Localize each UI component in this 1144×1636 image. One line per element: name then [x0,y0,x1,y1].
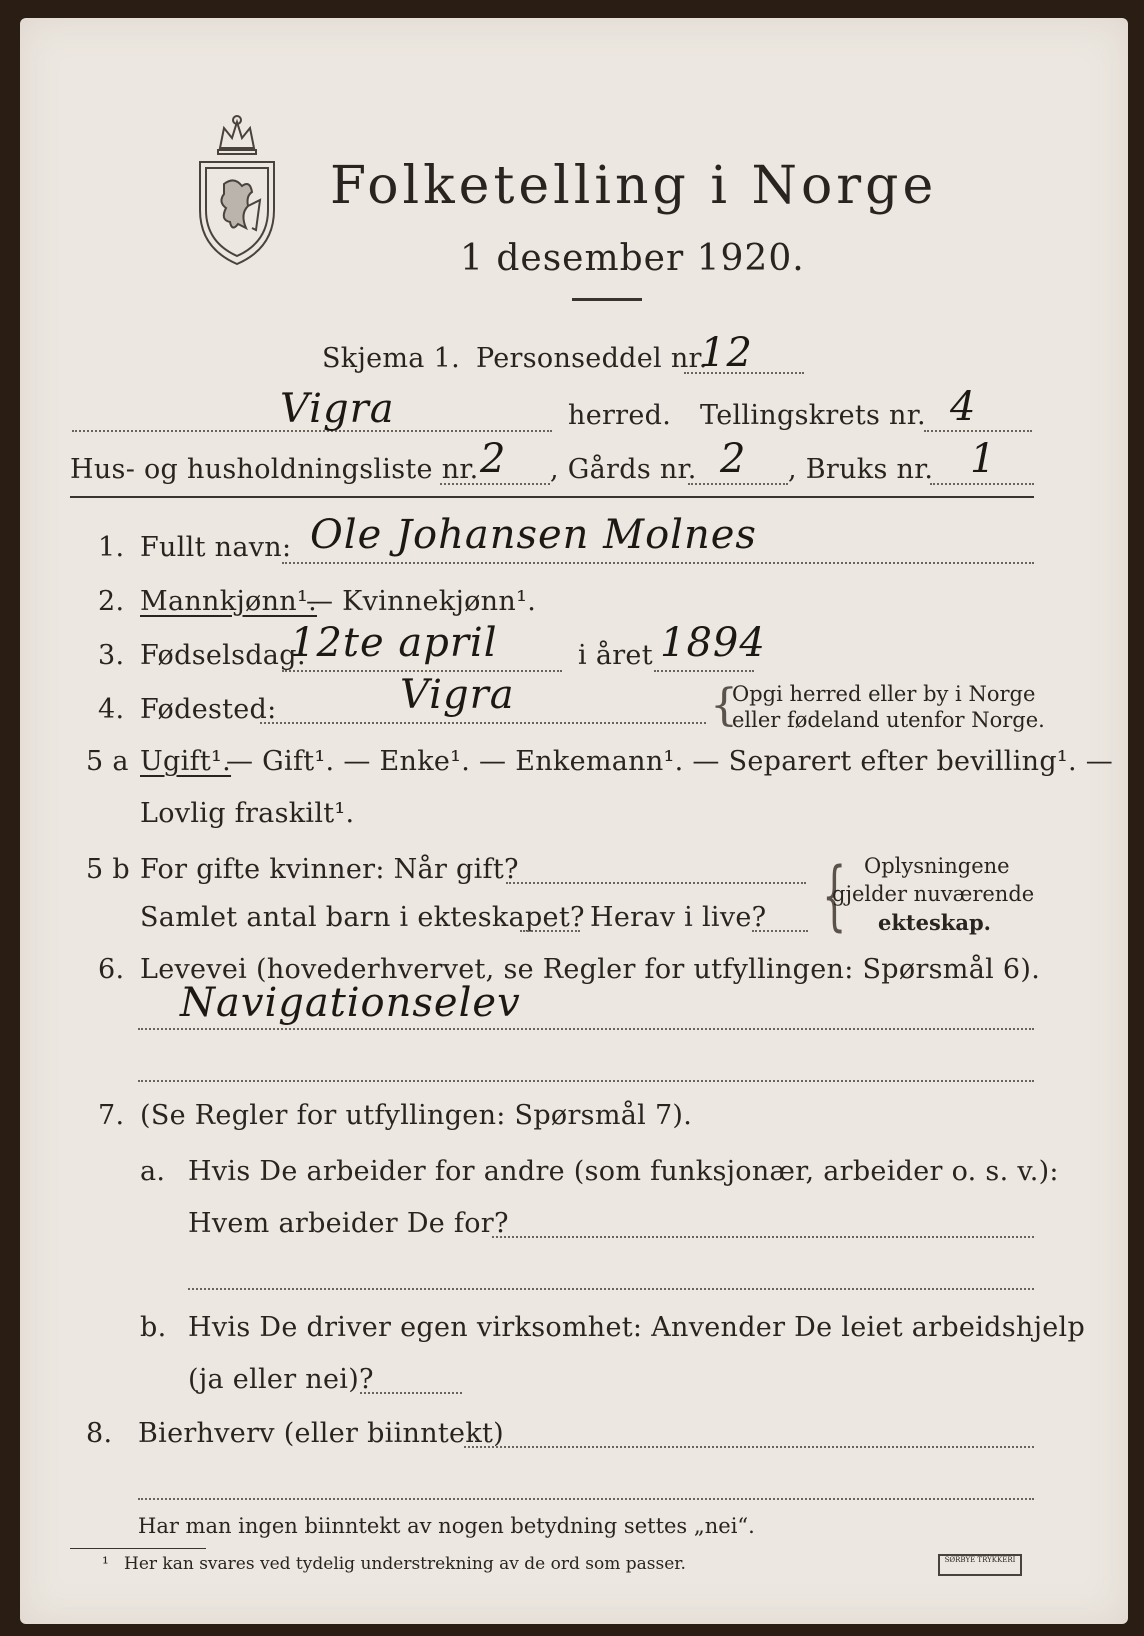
q5b-children-line [520,930,580,932]
q1-line [282,562,1034,564]
q5b-note-1: Oplysningene [864,854,1010,878]
bruks-line [930,483,1034,485]
printer-stamp [938,1554,1022,1576]
q5a-number: 5 a [86,746,129,777]
q7a-question: Hvem arbeider De for? [188,1208,509,1239]
q5b-when-married-label: For gifte kvinner: Når gift? [140,854,519,885]
status-fraskilt-option[interactable]: Lovlig fraskilt¹. [140,798,355,829]
q4-number: 4. [98,694,125,725]
gender-female-option[interactable]: — Kvinnekjønn¹. [306,586,537,617]
herred-value[interactable]: Vigra [280,386,395,432]
q7b-text: Hvis De driver egen virksomhet: Anvender De leiet arbeidshjelp [188,1312,1086,1343]
status-other-options[interactable]: — Gift¹. — Enke¹. — Enkemann¹. — Separert efter bevilling¹. — [226,746,1114,777]
footer-note: Har man ingen biinntekt av nogen betydning settes „nei“. [138,1514,755,1538]
gender-male-option[interactable]: Mannkjønn¹. [140,586,317,617]
gards-value[interactable]: 2 [720,436,747,482]
printer-stamp-text: SØRBYE TRYKKERI [944,1556,1016,1564]
q2-number: 2. [98,586,125,617]
tellingskrets-label: Tellingskrets nr. [700,400,926,431]
header-rule [70,496,1034,498]
q6-line-1 [138,1028,1034,1030]
skjema-label: Skjema 1. [322,343,460,374]
bruks-value[interactable]: 1 [970,436,997,482]
q4-note-2: eller fødeland utenfor Norge. [732,708,1045,732]
gards-label: , Gårds nr. [550,454,697,485]
birth-year-value[interactable]: 1894 [660,620,766,666]
q4-line [260,722,706,724]
census-form [20,18,1128,1624]
q8-number: 8. [86,1418,113,1449]
q7a-text: Hvis De arbeider for andre (som funksjonær, arbeider o. s. v.): [188,1156,1059,1187]
q5b-brace: { [822,850,847,939]
personseddel-value[interactable]: 12 [700,330,753,376]
occupation-value[interactable]: Navigationselev [180,980,521,1026]
q5b-note-3: ekteskap. [878,910,991,935]
q5b-when-line [506,882,806,884]
q1-label: Fullt navn: [140,532,292,563]
tellingskrets-line [924,430,1032,432]
q6-line-2 [138,1080,1034,1082]
q7b-letter: b. [140,1312,167,1343]
q7a-letter: a. [140,1156,166,1187]
q7a-line-2[interactable] [188,1288,1034,1290]
q6-number: 6. [98,954,125,985]
q4-label: Fødested: [140,694,277,725]
q5b-alive-line [752,930,808,932]
q8-line-2[interactable] [138,1498,1034,1500]
q6-label: Levevei (hovederhvervet, se Regler for utfyllingen: Spørsmål 6). [140,954,1041,985]
coat-of-arms-icon [190,110,284,268]
q5b-alive-label: Herav i live? [590,902,767,933]
q7-label: (Se Regler for utfyllingen: Spørsmål 7). [140,1100,693,1131]
gards-line [688,483,788,485]
q3-number: 3. [98,640,125,671]
hus-value[interactable]: 2 [480,436,507,482]
personseddel-label: Personseddel nr. [476,343,708,374]
birthplace-value[interactable]: Vigra [400,672,515,718]
hus-line [440,483,550,485]
q5b-children-label: Samlet antal barn i ekteskapet? [140,902,585,933]
year-label: i året [578,640,653,671]
q8-label: Bierhverv (eller biinntekt) [138,1418,504,1449]
birthday-value[interactable]: 12te april [290,620,498,666]
q7a-line-1[interactable] [492,1236,1034,1238]
q5b-number: 5 b [86,854,130,885]
footnote-mark: ¹ [102,1554,109,1574]
herred-label: herred. [568,400,672,431]
q7-number: 7. [98,1100,125,1131]
census-date: 1 desember 1920. [460,238,805,279]
title-divider [572,298,642,301]
bruks-label: , Bruks nr. [788,454,934,485]
footnote-rule [70,1548,206,1549]
full-name-value[interactable]: Ole Johansen Molnes [310,512,757,558]
form-title: Folketelling i Norge [330,156,938,216]
q3-label: Fødselsdag: [140,640,307,671]
year-line [654,670,754,672]
status-ugift-option[interactable]: Ugift¹. [140,746,232,777]
tellingskrets-value[interactable]: 4 [950,384,977,430]
footnote-text: Her kan svares ved tydelig understrekning av de ord som passer. [124,1554,686,1574]
q4-brace: { [710,680,738,731]
hus-label: Hus- og husholdningsliste nr. [70,454,479,485]
q4-note-1: Opgi herred eller by i Norge [732,682,1036,706]
q7b-line[interactable] [360,1392,462,1394]
q7b-question: (ja eller nei)? [188,1364,374,1395]
q5b-note-2: gjelder nuværende [832,882,1035,906]
q8-line-1[interactable] [464,1446,1034,1448]
q1-number: 1. [98,532,125,563]
